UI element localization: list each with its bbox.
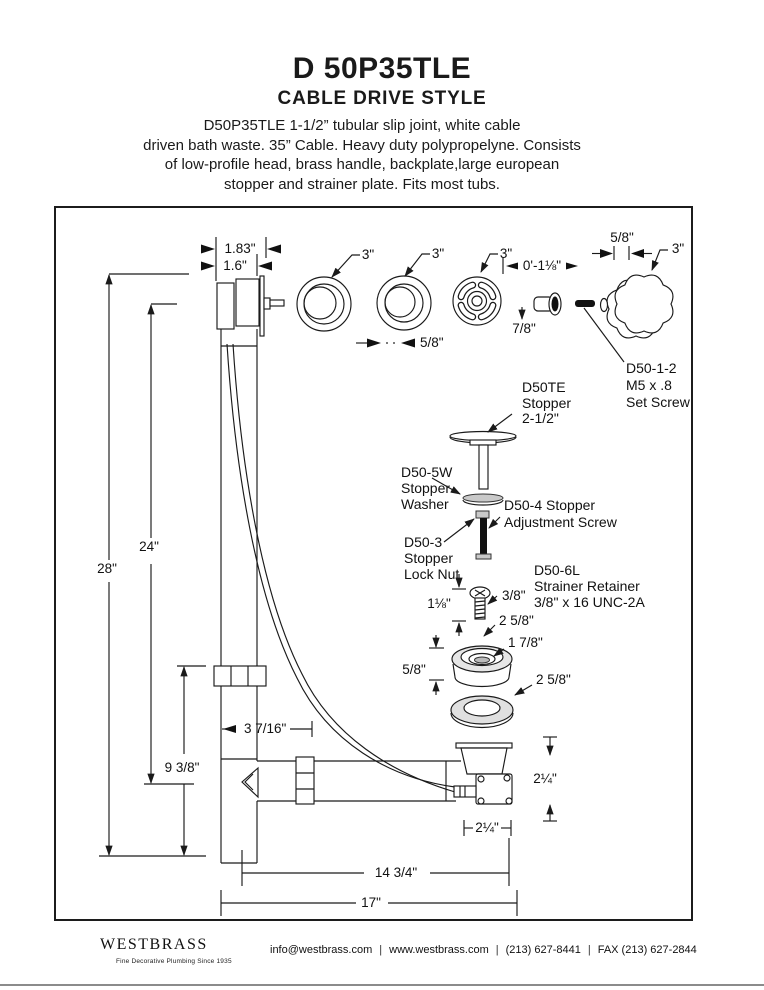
lock-nut-label: Stopper bbox=[404, 550, 454, 566]
dim-head-width bbox=[201, 237, 281, 281]
page-subtitle: CABLE DRIVE STYLE bbox=[277, 88, 487, 109]
description-line: stopper and strainer plate. Fits most tubs. bbox=[224, 175, 500, 193]
dim-flange-od: 2 5/8" bbox=[499, 613, 534, 628]
dim-left-heights bbox=[97, 274, 206, 856]
drain-head bbox=[217, 276, 284, 336]
dim-elbow-width: 2¼" bbox=[475, 820, 499, 835]
dim-pipe-length: 14 3/4" bbox=[374, 865, 418, 880]
retainer-screw-group bbox=[427, 562, 645, 636]
footer-contact bbox=[270, 944, 697, 956]
adjustment-screw-label: D50-4 Stopper bbox=[504, 497, 596, 513]
dim-plate-gap bbox=[356, 335, 444, 350]
dim-head-outer: 1.83" bbox=[224, 241, 256, 256]
footer-email: info@westbrass.com bbox=[270, 944, 373, 956]
description-line: of low-profile head, brass handle, backplate,large european bbox=[164, 156, 560, 173]
retainer-label: D50-6L bbox=[534, 562, 580, 578]
lock-nut-group bbox=[404, 511, 489, 582]
dim-connector-dia: 7/8" bbox=[512, 321, 536, 336]
dim-plate-gap: 5/8" bbox=[420, 335, 444, 350]
description-line: D50P35TLE 1-1/2” tubular slip joint, white cable bbox=[203, 117, 521, 134]
dim-tube-height: 24" bbox=[139, 539, 159, 554]
washer-label: D50-5W bbox=[401, 464, 453, 480]
dim-knob-hub: 5/8" bbox=[610, 230, 634, 245]
rubber-washer-group bbox=[451, 672, 571, 728]
set-screw-label: M5 x .8 bbox=[626, 377, 672, 393]
diagram-box bbox=[54, 206, 693, 921]
dim-overall-height: 28" bbox=[97, 561, 117, 576]
stopper-group bbox=[450, 379, 571, 489]
description-line: driven bath waste. 35” Cable. Heavy duty polypropelyne. Consists bbox=[143, 136, 581, 154]
set-screw-label: Set Screw bbox=[626, 394, 690, 410]
page-title: D 50P35TLE bbox=[292, 52, 472, 85]
footer-phone: (213) 627-8441 bbox=[505, 944, 581, 956]
dim-tee-height: 9 3/8" bbox=[164, 760, 200, 775]
dim-backplate-dia: 3" bbox=[361, 247, 375, 262]
lock-nut-label: Lock Nut bbox=[404, 566, 460, 582]
dim-overall-length: 17" bbox=[361, 895, 381, 910]
stopper-label: Stopper bbox=[522, 395, 572, 411]
strainer-plate bbox=[453, 277, 501, 325]
dim-knob-dia: 3" bbox=[671, 241, 685, 256]
washer-label: Washer bbox=[401, 496, 449, 512]
set-screw-label: D50-1-2 bbox=[626, 360, 677, 376]
adjustment-screw-label: Adjustment Screw bbox=[504, 514, 617, 530]
dim-screw-dia: 3/8" bbox=[502, 588, 526, 603]
brand-logo: WESTBRASS bbox=[100, 936, 208, 953]
dim-head-inner: 1.6" bbox=[223, 258, 247, 273]
knob-handle bbox=[601, 275, 673, 338]
cable-connector bbox=[534, 293, 561, 315]
lock-nut-label: D50-3 bbox=[404, 534, 443, 550]
dim-elbow-height: 2¼" bbox=[533, 771, 557, 786]
diagram-svg bbox=[56, 208, 691, 919]
stopper-label: 2-1/2" bbox=[522, 410, 559, 426]
retainer-label: 3/8" x 16 UNC-2A bbox=[534, 594, 645, 610]
retainer-label: Strainer Retainer bbox=[534, 578, 640, 594]
dim-tee-width: 3 7/16" bbox=[244, 721, 287, 736]
dim-screw-length: 1⅛" bbox=[427, 596, 451, 611]
brand-tagline: Fine Decorative Plumbing Since 1935 bbox=[116, 958, 232, 965]
drain-elbow-group bbox=[454, 737, 557, 836]
footer-website: www.westbrass.com bbox=[389, 944, 489, 956]
dim-washer-od: 2 5/8" bbox=[536, 672, 571, 687]
dim-knob bbox=[592, 230, 684, 270]
footer-separator: | bbox=[495, 944, 499, 956]
backplate-ring bbox=[297, 277, 351, 331]
dim-bottom-lengths bbox=[221, 838, 517, 916]
strainer-flange-group bbox=[402, 613, 543, 695]
dim-connector-length: 0'-1⅛" bbox=[522, 258, 562, 273]
dim-plate-diameters bbox=[332, 246, 512, 277]
stopper-label: D50TE bbox=[522, 379, 566, 395]
product-description bbox=[92, 116, 632, 194]
faceplate-ring bbox=[377, 276, 431, 330]
dim-faceplate-dia: 3" bbox=[431, 246, 445, 261]
dim-strainer-dia: 3" bbox=[499, 246, 513, 261]
footer-rule bbox=[0, 984, 764, 986]
footer-fax: FAX (213) 627-2844 bbox=[597, 944, 697, 956]
dim-flange-id: 1 7/8" bbox=[508, 635, 543, 650]
washer-label: Stopper bbox=[401, 480, 451, 496]
footer-separator: | bbox=[587, 944, 591, 956]
adjustment-screw-group bbox=[476, 497, 618, 559]
dim-flange-height: 5/8" bbox=[402, 662, 426, 677]
footer-separator: | bbox=[379, 944, 383, 956]
overflow-tube bbox=[214, 329, 266, 759]
